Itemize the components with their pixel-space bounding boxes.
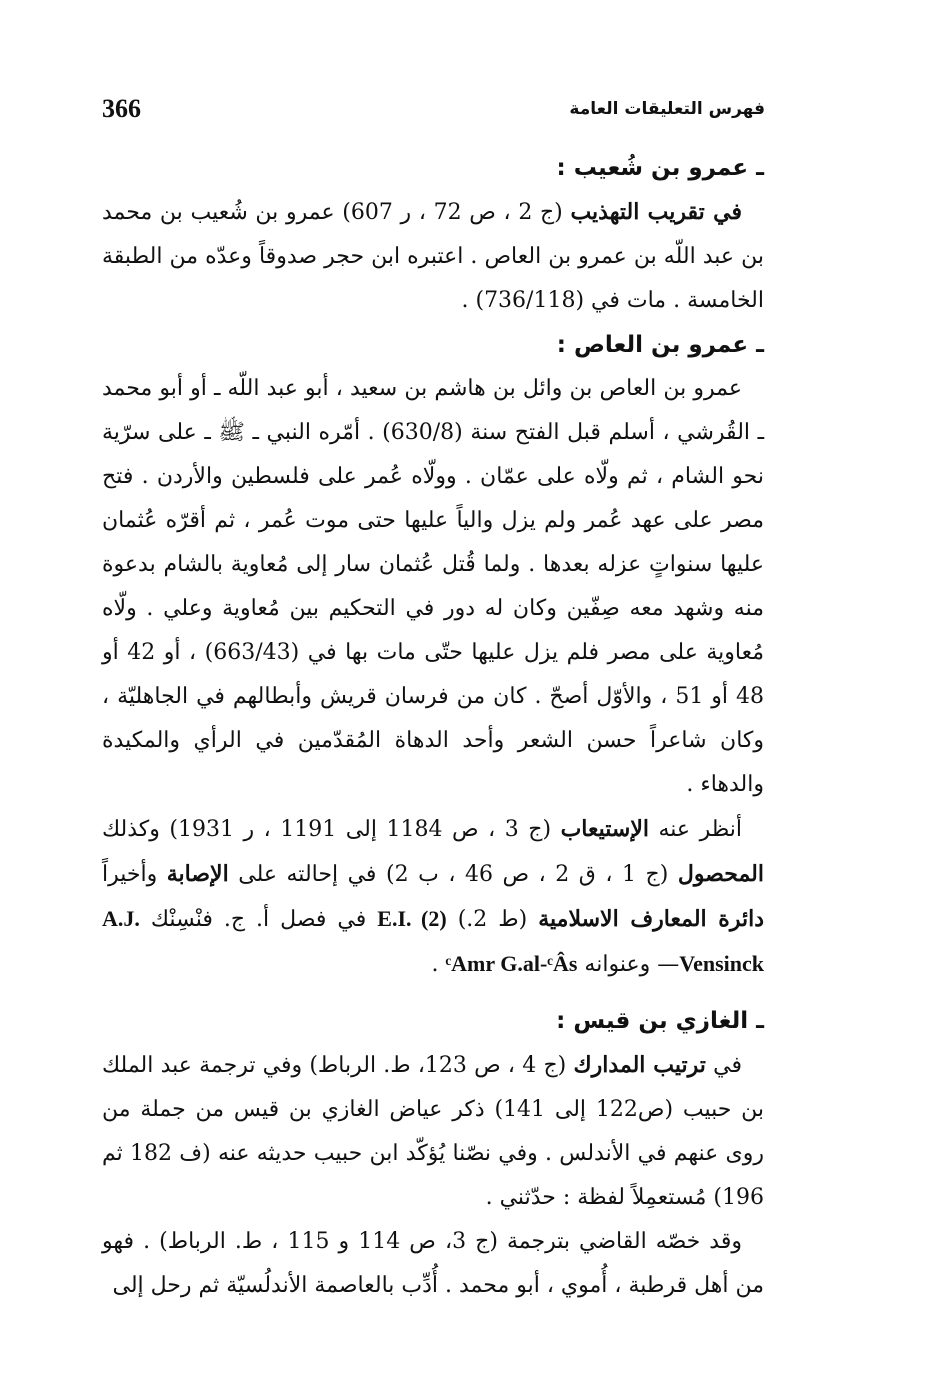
page-body (102, 146, 764, 1308)
source-title: A.J. Vensinck (102, 906, 764, 976)
entry-title: ـ عمرو بن شُعيب : (556, 155, 764, 181)
text-run: عمرو بن العاص بن وائل بن هاشم بن سعيد ، أبو عبد اللّه ـ أو أبو محمد ـ القُرشي ، أسلم قبل الفتح سنة (630/8) . أمّره النبي ـ ﷺ ـ على سرّية نحو الشام ، ثم ولّاه على عمّان . وولّاه عُمر على فلسطين والأردن . فتح مصر على عهد عُمر ولم يزل والياً عليها حتى موت عُمر ، ثم أقرّه عُثمان عليها سنواتٍ عزله بعدها . ولما قُتل عُثمان سار إلى مُعاوية بالشام بدعوة منه وشهد معه صِفّين وكان له دور في التحكيم بين مُعاوية وعلي . ولّاه مُعاوية على مصر فلم يزل عليها حتّى مات بها في (663/43) ، أو 42 أو 48 أو 51 ، والأوّل أصحّ . كان من فرسان قريش وأبطالهم في الجاهليّة ، وكان شاعراً حسن الشعر وأحد الدهاة المُقدّمين في الرأي والمكيدة والدهاء . (102, 376, 765, 797)
entry-paragraph (102, 1043, 764, 1220)
running-header: فهرس التعليقات العامة (569, 99, 765, 119)
text-run: أنظر عنه (648, 817, 743, 842)
text-run: (ج 4 ، ص 123، ط. الرباط) وفي ترجمة عبد الملك بن حبيب (ص122 إلى 141) ذكر عياض الغازي بن قيس من جملة من روى عنهم في الأندلس . وفي نصّنا يُؤكّد ابن حبيب حديثه عنه (ف 182 ثم 196) مُستعمِلاً لفظة : حدّثني . (102, 1053, 764, 1210)
text-run: . (431, 952, 446, 977)
entry-title: ـ عمرو بن العاص : (556, 332, 764, 358)
source-title: في (704, 199, 742, 225)
source-title: ᶜAmr G.al-ᶜÂs (445, 951, 578, 976)
text-run: في فصل أ. ج. فنْسِنْك (139, 907, 378, 932)
source-title: E.I. (2) (377, 906, 447, 931)
source-title: الإستيعاب (560, 816, 649, 842)
entry-al-ghazi-bin-qays (102, 999, 764, 1308)
source-title: ترتيب المدارك (573, 1052, 706, 1078)
text-run: (ج 2 ، ص 72 ، ر 607) عمرو بن شُعيب بن محمد بن عبد اللّه بن عمرو بن العاص . اعتبره ابن حجر صدوقاً وعدّه من الطبقة الخامسة . مات في (736/118) . (102, 200, 764, 313)
text-run: (ج 1 ، ق 2 ، ص 46 ، ب 2) في إحالته على (228, 862, 678, 887)
entry-title: ـ الغازي بن قيس : (556, 1008, 764, 1034)
entry-paragraph (102, 367, 764, 807)
text-run: (ط 2.) (446, 907, 539, 932)
source-title: المحصول (677, 861, 764, 887)
source-title: دائرة المعارف الاسلامية (538, 906, 765, 932)
text-run: (ج 3 ، ص 1184 إلى 1191 ، ر 1931) وكذلك (102, 817, 561, 842)
page-number: 366 (102, 94, 141, 123)
source-title: الإصابة (166, 861, 229, 887)
entry-amr-bin-shuayb (102, 146, 764, 323)
text-run: في (705, 1053, 742, 1078)
entry-paragraph (102, 807, 764, 987)
text-run: وقد خصّه القاضي بترجمة (ج 3، ص 114 و 115 ، ط. الرباط) . فهو من أهل قرطبة ، أُموي ، أبو محمد . أُدِّب بالعاصمة الأندلُسيّة ثم رحل إلى (102, 1229, 764, 1298)
entry-paragraph (102, 1220, 764, 1308)
source-title: تقريب التهذيب (570, 199, 705, 225)
text-run: وأخيراً (102, 862, 167, 887)
entry-amr-bin-al-as (102, 323, 764, 987)
entry-paragraph (102, 190, 764, 323)
text-run: — وعنوانه (577, 952, 680, 977)
